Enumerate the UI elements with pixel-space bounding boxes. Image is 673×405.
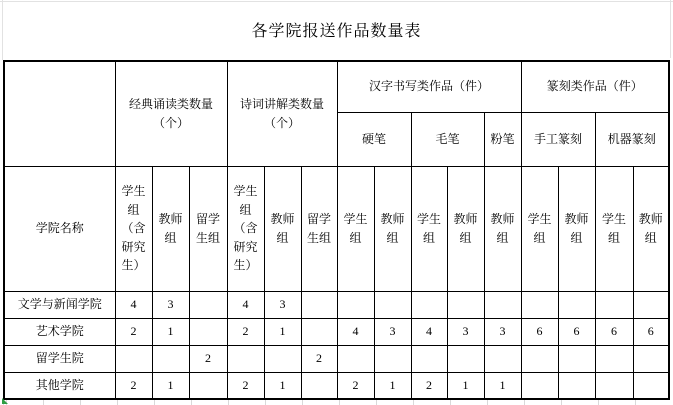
- data-cell: [411, 345, 447, 372]
- data-cell: [558, 345, 595, 372]
- data-cell: 2: [115, 318, 152, 345]
- data-cell: [301, 372, 337, 399]
- data-cell: 2: [227, 318, 264, 345]
- column-header: 留学生组: [301, 166, 337, 291]
- data-cell: 1: [152, 372, 189, 399]
- header-row-columns: [4, 166, 669, 291]
- data-cell: 1: [374, 372, 411, 399]
- data-cell: 2: [227, 372, 264, 399]
- data-cell: 3: [374, 318, 411, 345]
- data-cell: [301, 291, 337, 318]
- column-header: 学生组: [411, 166, 447, 291]
- data-cell: 3: [484, 318, 521, 345]
- data-cell: 6: [558, 318, 595, 345]
- data-cell: [521, 372, 558, 399]
- data-cell: [337, 345, 374, 372]
- data-cell: 6: [521, 318, 558, 345]
- data-cell: [558, 372, 595, 399]
- data-cell: 4: [337, 318, 374, 345]
- data-cell: 2: [301, 345, 337, 372]
- table-row: [4, 291, 669, 318]
- data-cell: [264, 345, 301, 372]
- data-cell: [595, 345, 633, 372]
- data-cell: [633, 372, 669, 399]
- row-label: 留学生院: [4, 345, 115, 372]
- column-header: 教师组: [484, 166, 521, 291]
- subgroup-header-manual-seal: 手工篆刻: [521, 112, 595, 166]
- data-cell: [633, 345, 669, 372]
- row-label: 其他学院: [4, 372, 115, 399]
- row-label: 艺术学院: [4, 318, 115, 345]
- group-header-poetry-explain: 诗词讲解类数量（个）: [227, 61, 337, 166]
- data-cell: [337, 291, 374, 318]
- column-header: 教师组: [558, 166, 595, 291]
- data-cell: [595, 291, 633, 318]
- data-cell: 6: [595, 318, 633, 345]
- college-name-header: 学院名称: [4, 166, 115, 291]
- works-count-table: [3, 60, 670, 400]
- data-cell: [595, 372, 633, 399]
- column-header: 教师组: [152, 166, 189, 291]
- data-cell: 2: [411, 372, 447, 399]
- data-cell: 2: [115, 372, 152, 399]
- data-cell: 3: [152, 291, 189, 318]
- group-header-classic-reading: 经典诵读类数量（个）: [115, 61, 227, 166]
- column-header: 学生组: [595, 166, 633, 291]
- table-row: [4, 318, 669, 345]
- column-header: 教师组: [633, 166, 669, 291]
- column-header: 学生组: [337, 166, 374, 291]
- green-corner-triangle-marker: [2, 398, 8, 404]
- column-header: 教师组: [374, 166, 411, 291]
- data-cell: [633, 291, 669, 318]
- table-row: [4, 372, 669, 399]
- data-cell: [152, 345, 189, 372]
- row-label: 文学与新闻学院: [4, 291, 115, 318]
- group-header-seal-carving: 篆刻类作品（件）: [521, 61, 669, 112]
- table-row: [4, 345, 669, 372]
- data-cell: [374, 345, 411, 372]
- data-cell: 1: [447, 372, 484, 399]
- corner-blank-cell: [4, 61, 115, 166]
- data-cell: [227, 345, 264, 372]
- data-cell: 1: [264, 372, 301, 399]
- data-cell: [447, 345, 484, 372]
- subgroup-header-brush: 毛笔: [411, 112, 484, 166]
- data-cell: 1: [152, 318, 189, 345]
- data-cell: 3: [264, 291, 301, 318]
- data-cell: [558, 291, 595, 318]
- data-cell: [411, 291, 447, 318]
- data-cell: [521, 345, 558, 372]
- data-cell: [189, 372, 227, 399]
- column-header: 留学生组: [189, 166, 227, 291]
- subgroup-header-chalk: 粉笔: [484, 112, 521, 166]
- data-cell: [447, 291, 484, 318]
- column-header: 教师组: [264, 166, 301, 291]
- data-cell: 4: [227, 291, 264, 318]
- data-cell: [301, 318, 337, 345]
- group-header-handwriting: 汉字书写类作品（件）: [337, 61, 521, 112]
- data-cell: 3: [447, 318, 484, 345]
- data-cell: 4: [115, 291, 152, 318]
- column-header: 教师组: [447, 166, 484, 291]
- data-cell: [374, 291, 411, 318]
- data-cell: [484, 345, 521, 372]
- subgroup-header-hard-pen: 硬笔: [337, 112, 411, 166]
- column-header: 学生组: [521, 166, 558, 291]
- data-cell: [189, 291, 227, 318]
- data-cell: 2: [337, 372, 374, 399]
- header-row-groups: [4, 61, 669, 112]
- page-title: 各学院报送作品数量表: [251, 22, 422, 40]
- data-cell: 6: [633, 318, 669, 345]
- data-cell: [189, 318, 227, 345]
- column-header: 学生组（含研究生）: [115, 166, 152, 291]
- data-cell: 1: [264, 318, 301, 345]
- column-header: 学生组（含研究生）: [227, 166, 264, 291]
- data-cell: [484, 291, 521, 318]
- data-cell: 4: [411, 318, 447, 345]
- data-cell: [521, 291, 558, 318]
- subgroup-header-machine-seal: 机器篆刻: [595, 112, 669, 166]
- data-cell: 2: [189, 345, 227, 372]
- data-cell: 1: [484, 372, 521, 399]
- data-cell: [115, 345, 152, 372]
